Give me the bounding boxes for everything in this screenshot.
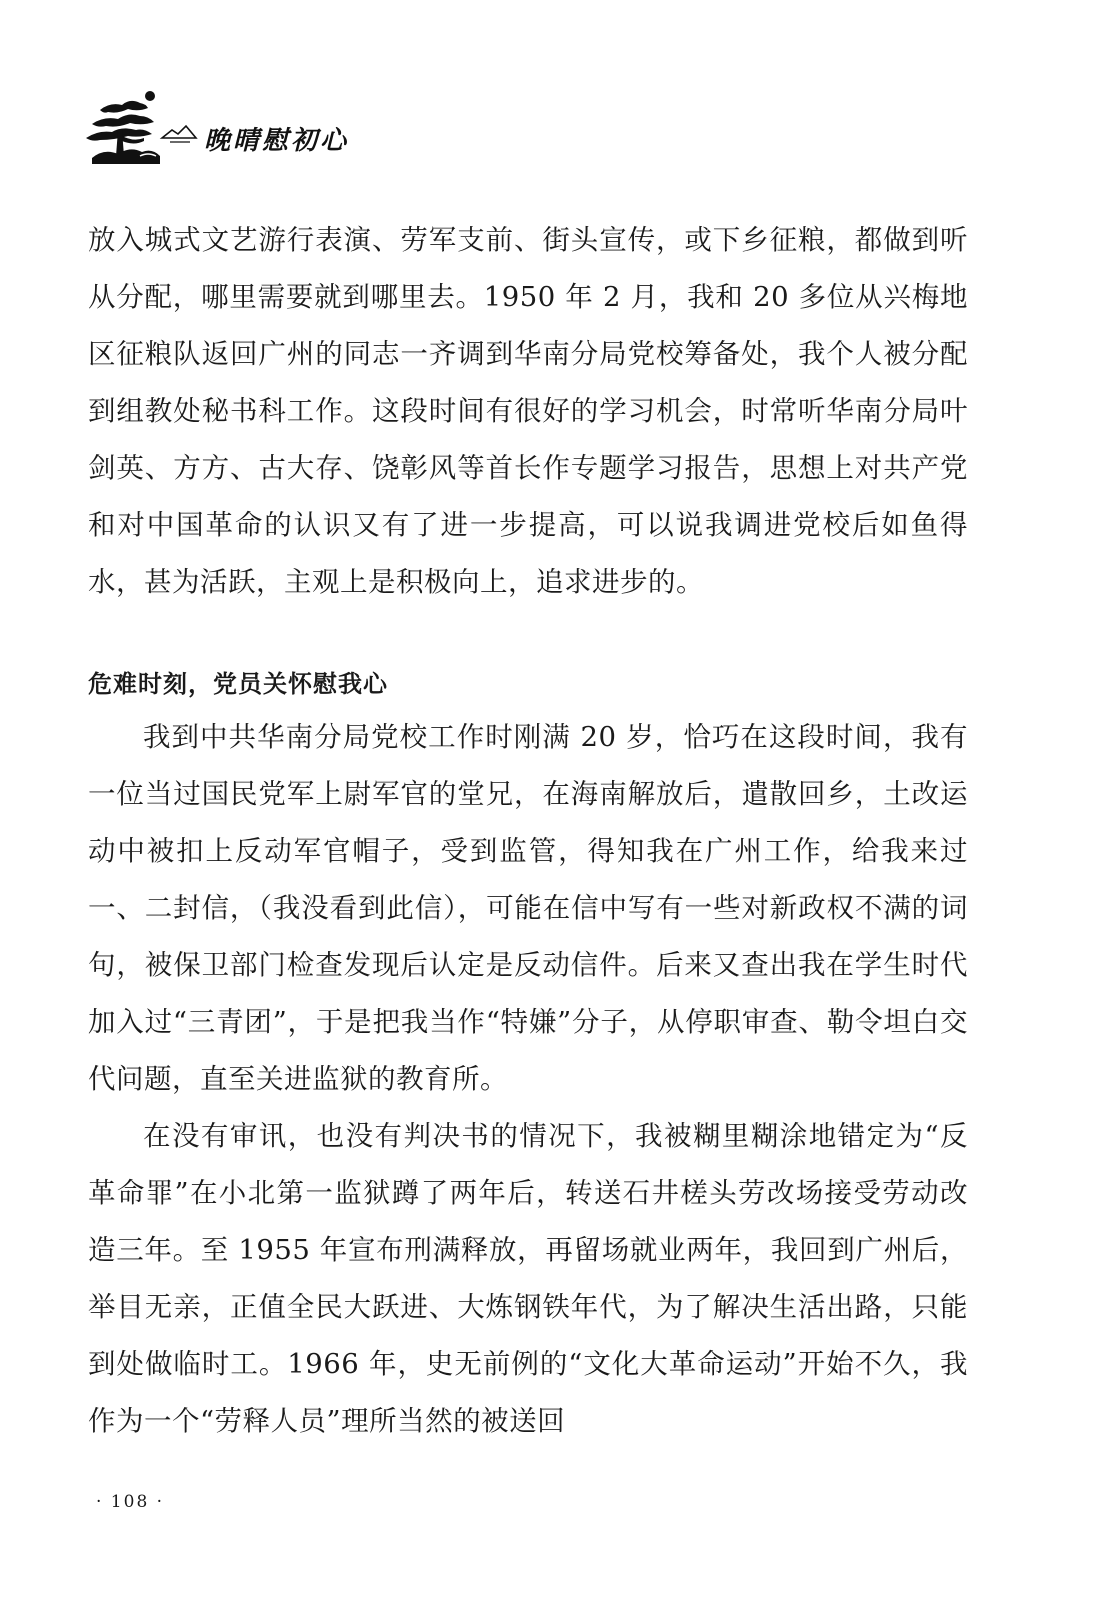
page-number: · 108 · xyxy=(96,1492,165,1512)
body-paragraph: 我到中共华南分局党校工作时刚满 20 岁，恰巧在这段时间，我有一位当过国民党军上尉军官的堂兄，在海南解放后，遣散回乡，土改运动中被扣上反动军官帽子，受到监管，得知我在广州工作，给我来过一、二封信，（我没看到此信），可能在信中写有一些对新政权不满的词句，被保卫部门检查发现后认定是反动信件。后来又查出我在学生时代加入过“三青团”，于是把我当作“特嫌”分子，从停职审查、勒令坦白交代问题，直至关进监狱的教育所。 xyxy=(88,721,968,1095)
pine-tree-moon-icon xyxy=(78,86,203,168)
running-header-title: 晚晴慰初心 xyxy=(204,126,350,156)
running-header xyxy=(78,86,418,168)
page-body xyxy=(88,212,968,1450)
section-heading: 危难时刻，党员关怀慰我心 xyxy=(88,670,388,698)
body-paragraph: 在没有审讯，也没有判决书的情况下，我被糊里糊涂地错定为“反革命罪”在小北第一监狱蹲了两年后，转送石井槎头劳改场接受劳动改造三年。至 1955 年宣布刑满释放，再留场就业两年，我回到广州后，举目无亲，正值全民大跃进、大炼钢铁年代，为了解决生活出路，只能到处做临时工。1966 年，史无前例的“文化大革命运动”开始不久，我作为一个“劳释人员”理所当然的被送回 xyxy=(88,1120,968,1437)
body-paragraph: 放入城式文艺游行表演、劳军支前、街头宣传，或下乡征粮，都做到听从分配，哪里需要就到哪里去。1950 年 2 月，我和 20 多位从兴梅地区征粮队返回广州的同志一齐调到华南分局党校筹备处，我个人被分配到组教处秘书科工作。这段时间有很好的学习机会，时常听华南分局叶剑英、方方、古大存、饶彰风等首长作专题学习报告，思想上对共产党和对中国革命的认识又有了进一步提高，可以说我调进党校后如鱼得水，甚为活跃，主观上是积极向上，追求进步的。 xyxy=(88,224,968,598)
